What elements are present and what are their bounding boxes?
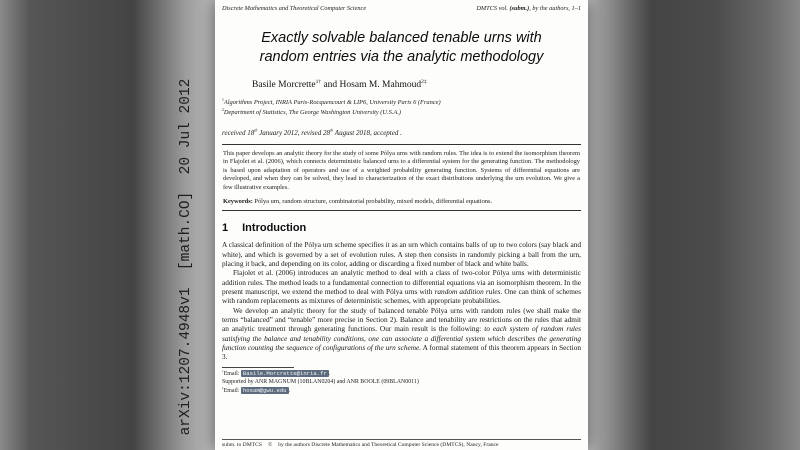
email-link-mahmoud[interactable]: hosam@gwu.edu [242,387,287,395]
author-1: Basile Morcrette [252,80,316,91]
keywords-text: Pólya urn, random structure, combinatorial probability, mixed models, differential equations. [252,198,493,206]
affiliation-1: $^1$Algorithms Project, INRIA Paris-Rocquencourt & LIP6, University Paris 6 (France) [222,97,441,107]
journal-name: Discrete Mathematics and Theoretical Computer Science [222,5,367,12]
affiliation-2: $^2$Department of Statistics, The George Washington University (U.S.A.) [222,107,402,117]
page-footer [222,439,581,448]
author-2: Hosam M. Mahmoud [339,80,422,91]
section-number: 1 [222,222,229,235]
viewer-background-right [588,0,800,450]
paragraph: A classical definition of the Pólya urn scheme specifies it as an urn which contains balls of up to two colors (say black and white), and which is governed by a set of evolution rules. A step then consists in randomly picking a ball from the urn, placing it back, and depending on its color, adding or discarding a fixed number of black and white balls. [222,240,581,268]
footnote-rule [222,367,294,368]
affiliations [222,98,581,118]
copyright-symbol: © [267,442,273,448]
footnotes [222,370,581,395]
abstract-box [222,144,581,211]
footnote-email-1: †Email: Basile.Morcrette@inria.fr . [222,369,331,378]
section-1-heading [222,222,581,234]
abstract-text: This paper develops an analytic theory for the study of some Pólya urns with random rules. The idea is to extend the isomorphism theorem in Flajolet et al. (2006), which connects deterministic balanced urns to a differential system for the generating function. The methodology is based upon adaptation of operators and use of a weighted probability generating function. Systems of differential equations are developed, and when they can be solved, they lead to characterization of the exact distributions underlying the urn evolution. We give a few illustrative examples. [223,149,580,191]
footnote-support: Supported by ANR MAGNUM (10BLAN0204) and ANR BOOLE (09BLAN0011) [222,379,419,386]
arxiv-watermark: arXiv:1207.4948v1 [math.CO] 20 Jul 2012 [178,78,194,436]
paper-title-line1: Exactly solvable balanced tenable urns with [261,29,542,46]
footer-submission: subm. to DMTCS [222,442,262,448]
paper-title [226,29,577,67]
paper-title-line2: random entries via the analytic methodology [259,48,544,65]
received-line: received 18th January 2012, revised 28th August 2018, accepted . [222,127,402,137]
paragraph: Flajolet et al. (2006) introduces an analytic method to deal with a class of two-color Pólya urns with deterministic addition rules. The method leads to a fundamental connection to differential equations via an isomorphism theorem. In the present manuscript, we extend the method to deal with Pólya urns with random addition rules. One can think of schemes with random replacements as mixtures of deterministic schemes, with appropriate probabilities. [222,268,581,306]
paper-page [215,0,588,450]
introduction-paragraphs [222,240,581,361]
footer-publisher: by the authors Discrete Mathematics and Theoretical Computer Science (DMTCS), Nancy, France [278,442,499,448]
author-1-marker: 1† [315,78,322,85]
volume-info: DMTCS vol. (subm.), by the authors, 1–1 [476,5,581,12]
author-2-marker: 2‡ [421,78,427,85]
authors-line: Basile Morcrette$^{1\dagger}$ and Hosam M. Mahmoud$^{2\ddagger}$ [252,78,427,91]
email-link-morcrette[interactable]: Basile.Morcrette@inria.fr [242,370,327,378]
footnote-email-2: ‡Email: hosam@gwu.edu . [222,386,291,395]
keywords-label: Keywords: [223,198,253,206]
paragraph: We develop an analytic theory for the study of balanced tenable Pólya urns with random rules (we shall make the terms “balanced” and “tenable” more precise in Section 2). Balance and tenability are restrictions on the rules that admit an analytic treatment through generating functions. Our main result is the following: to each system of random rules satisfying the balance and tenability conditions, one can associate a differential system which describes the generating function counting the sequence of configurations of the urn scheme. A formal statement of this theorem appears in Section 3. [222,305,581,362]
keywords-line [223,198,580,205]
running-header [222,5,581,13]
section-title: Introduction [242,222,307,235]
